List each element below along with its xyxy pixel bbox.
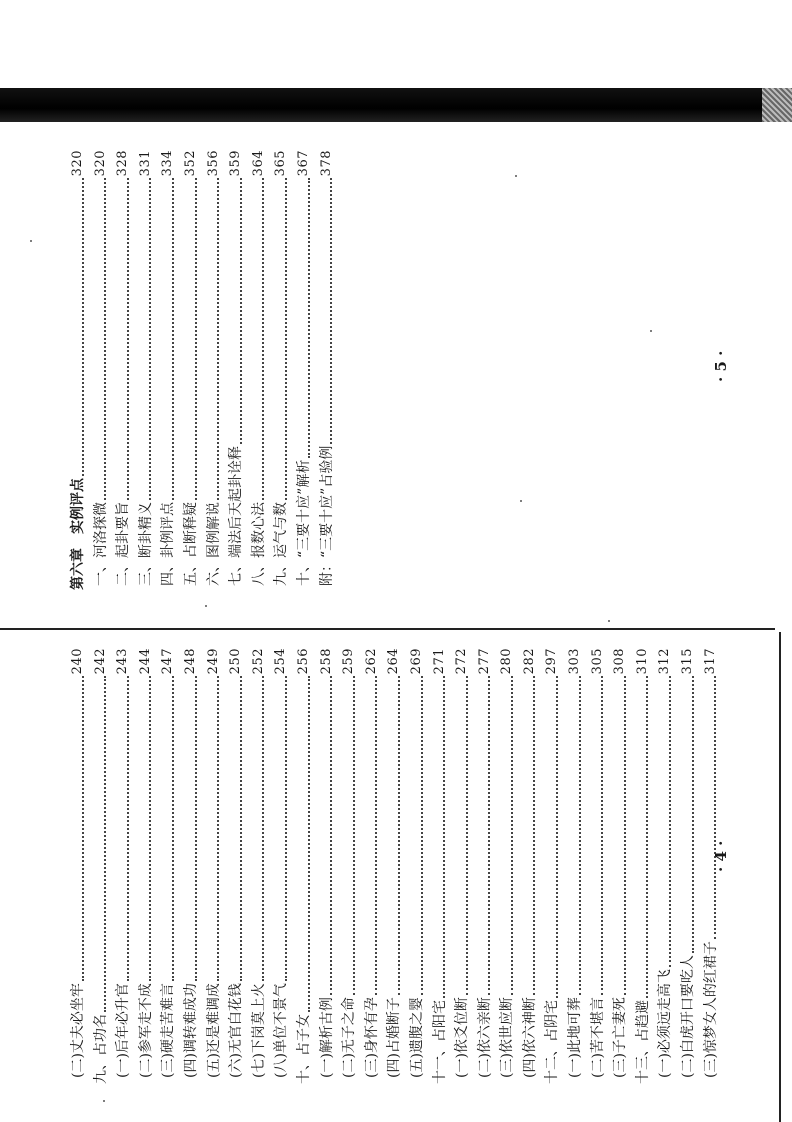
toc-entry-page: 305 [589, 648, 605, 675]
toc-entry [451, 648, 474, 1088]
toc-entry [270, 648, 293, 1088]
toc-leader-dots [421, 676, 423, 995]
toc-leader-dots [104, 676, 106, 1012]
toc-entry [248, 648, 271, 1088]
toc-leader-dots [149, 676, 151, 981]
toc-entry-title: (五)遗腹之婴 [408, 997, 425, 1078]
toc-entry [316, 648, 339, 1088]
toc-entry-page: 259 [341, 648, 357, 675]
toc-entry [203, 150, 226, 590]
toc-entry-title: 十二、占阴宅 [544, 1000, 561, 1084]
toc-leader-dots [330, 676, 332, 995]
toc-entry-title: (六)无官白花钱 [228, 983, 245, 1078]
toc-entry-page: 367 [295, 150, 311, 177]
toc-entry [270, 150, 293, 590]
toc-leader-dots [217, 676, 219, 981]
toc-entry [157, 150, 180, 590]
scan-speck [650, 330, 652, 332]
toc-entry-page: 320 [92, 150, 108, 177]
toc-entry [112, 150, 135, 590]
toc-leader-dots [195, 676, 197, 981]
toc-entry-title: 九、运气与数 [273, 502, 290, 586]
toc-entry-title: 三、断卦精义 [137, 502, 154, 586]
toc-entry [338, 648, 361, 1088]
toc-leader-dots [533, 676, 535, 995]
toc-entry [180, 150, 203, 590]
toc-entry-page: 242 [92, 648, 108, 675]
toc-leader-dots [579, 676, 581, 995]
toc-leader-dots [398, 676, 400, 995]
toc-entry-title: 六、图例解说 [205, 502, 222, 586]
toc-entry-page: 256 [295, 648, 311, 675]
toc-left-page [67, 648, 727, 1088]
toc-entry-page: 244 [137, 648, 153, 675]
toc-entry [180, 648, 203, 1088]
toc-entry [225, 648, 248, 1088]
toc-right-page [67, 150, 367, 590]
toc-entry-page: 303 [567, 648, 583, 675]
toc-leader-dots [195, 178, 197, 500]
toc-entry-title: (七)下岗莫上火 [250, 983, 267, 1078]
toc-entry [519, 648, 542, 1088]
toc-leader-dots [262, 676, 264, 981]
toc-entry [135, 648, 158, 1088]
page-divider-vertical [779, 632, 781, 1122]
toc-entry-title: 附：“三要十应”占验例 [318, 445, 335, 586]
toc-entry-title: (三)硬走苦难言 [160, 983, 177, 1078]
toc-entry-title: (八)单位不景气 [273, 983, 290, 1078]
scan-speck [520, 500, 522, 502]
toc-leader-dots [466, 676, 468, 995]
toc-entry-page: 254 [273, 648, 289, 675]
toc-leader-dots [240, 676, 242, 981]
toc-entry-page: 243 [115, 648, 131, 675]
toc-leader-dots [104, 178, 106, 500]
toc-entry-title: (四)依六神断 [521, 997, 538, 1078]
toc-entry-title: (三)惊梦女人的红裙子 [702, 941, 719, 1078]
toc-entry-title: 八、报数心法 [250, 502, 267, 586]
toc-entry-title: 五、占断释疑 [182, 502, 199, 586]
toc-entry [587, 648, 610, 1088]
toc-entry-title: (二)无子之命 [341, 997, 358, 1078]
toc-entry [90, 150, 113, 590]
toc-entry-page: 328 [115, 150, 131, 177]
toc-leader-dots [646, 676, 648, 998]
toc-leader-dots [82, 178, 84, 476]
toc-entry-page: 262 [363, 648, 379, 675]
toc-entry [632, 648, 655, 1088]
toc-entry [67, 150, 90, 590]
toc-leader-dots [217, 178, 219, 500]
toc-leader-dots [285, 676, 287, 981]
toc-entry-title: (二)苦不堪言 [589, 997, 606, 1078]
toc-entry [541, 648, 564, 1088]
toc-entry [157, 648, 180, 1088]
toc-entry [383, 648, 406, 1088]
toc-entry-title: (二)依六亲断 [476, 997, 493, 1078]
toc-entry [496, 648, 519, 1088]
toc-entry-title: 十、“三要十应”解析 [295, 459, 312, 586]
toc-entry [225, 150, 248, 590]
toc-entry-page: 378 [318, 150, 334, 177]
toc-entry-title: (一)此地可葬 [567, 997, 584, 1078]
toc-left-list [67, 648, 722, 1088]
toc-entry [293, 150, 316, 590]
toc-entry-page: 308 [612, 648, 628, 675]
toc-entry-title: 十一、占阳宅 [431, 1000, 448, 1084]
toc-entry-page: 280 [499, 648, 515, 675]
toc-entry-page: 315 [680, 648, 696, 675]
toc-entry-title: 四、卦例评点 [160, 502, 177, 586]
toc-leader-dots [669, 676, 671, 967]
toc-entry-page: 277 [476, 648, 492, 675]
toc-entry [677, 648, 700, 1088]
toc-leader-dots [172, 676, 174, 981]
toc-leader-dots [240, 178, 242, 444]
toc-entry-page: 252 [250, 648, 266, 675]
toc-entry [135, 150, 158, 590]
toc-entry [406, 648, 429, 1088]
toc-entry-title: 第六章 实例评点 [70, 478, 86, 590]
toc-entry-title: (四)调转难成功 [182, 983, 199, 1078]
scan-speck [103, 1100, 105, 1102]
toc-entry-title: 十三、占趋避 [634, 1000, 651, 1084]
toc-leader-dots [692, 676, 694, 953]
toc-entry [429, 648, 452, 1088]
toc-leader-dots [82, 676, 84, 981]
page-divider-horizontal [0, 628, 775, 630]
toc-leader-dots [127, 178, 129, 500]
toc-right-list [67, 150, 338, 590]
toc-leader-dots [149, 178, 151, 500]
toc-entry-title: (三)子亡妻死 [612, 997, 629, 1078]
toc-entry [564, 648, 587, 1088]
toc-leader-dots [556, 676, 558, 998]
toc-entry [67, 648, 90, 1088]
toc-leader-dots [308, 178, 310, 457]
toc-entry-title: (一)必须远走高飞 [657, 969, 674, 1078]
toc-entry [609, 648, 632, 1088]
toc-entry [112, 648, 135, 1088]
toc-entry-page: 320 [70, 150, 85, 177]
toc-entry [248, 150, 271, 590]
scan-speck [205, 605, 207, 607]
toc-leader-dots [330, 178, 332, 443]
toc-entry [361, 648, 384, 1088]
scan-speck [30, 240, 32, 242]
toc-entry-title: (一)后年必升官 [115, 983, 132, 1078]
toc-entry-page: 264 [386, 648, 402, 675]
toc-leader-dots [172, 178, 174, 500]
toc-entry-page: 272 [454, 648, 470, 675]
toc-entry [474, 648, 497, 1088]
toc-entry-title: (二)白虎开口要吃人 [680, 955, 697, 1078]
toc-entry-title: 七、端法后天起卦诠释 [228, 446, 245, 586]
toc-leader-dots [601, 676, 603, 995]
toc-entry-title: 十、占子女 [295, 1014, 312, 1084]
toc-leader-dots [511, 676, 513, 995]
toc-leader-dots [285, 178, 287, 500]
toc-entry-title: 二、起卦要旨 [115, 502, 132, 586]
toc-entry-title: (二)丈夫必坐牢 [70, 983, 86, 1078]
toc-leader-dots [353, 676, 355, 995]
toc-entry-page: 364 [250, 150, 266, 177]
toc-entry-title: (二)参军走不成 [137, 983, 154, 1078]
toc-entry-title: (一)解析古例 [318, 997, 335, 1078]
toc-entry-title: (五)还是难调成 [205, 983, 222, 1078]
toc-entry [203, 648, 226, 1088]
toc-entry-page: 359 [228, 150, 244, 177]
toc-entry-title: (四)占婚断子 [386, 997, 403, 1078]
toc-leader-dots [488, 676, 490, 995]
toc-entry [316, 150, 339, 590]
toc-entry-title: 九、占功名 [92, 1014, 109, 1084]
toc-leader-dots [443, 676, 445, 998]
toc-entry-page: 312 [657, 648, 673, 675]
toc-leader-dots [127, 676, 129, 981]
toc-entry-page: 250 [228, 648, 244, 675]
toc-entry-page: 271 [431, 648, 447, 675]
page-number-left: · 4 · [712, 840, 730, 872]
toc-entry-page: 331 [137, 150, 153, 177]
toc-leader-dots [308, 676, 310, 1012]
toc-leader-dots [624, 676, 626, 995]
toc-leader-dots [262, 178, 264, 500]
toc-entry-page: 248 [182, 648, 198, 675]
scan-speck [608, 620, 610, 622]
toc-entry-page: 282 [521, 648, 537, 675]
toc-entry-title: (三)依世应断 [499, 997, 516, 1078]
toc-leader-dots [375, 676, 377, 995]
toc-entry-title: (一)依爻位断 [454, 997, 471, 1078]
toc-entry-page: 269 [408, 648, 424, 675]
toc-entry-page: 247 [160, 648, 176, 675]
toc-entry-title: (三)身怀有孕 [363, 997, 380, 1078]
page-number-right: · 5 · [712, 350, 730, 382]
toc-entry-title: 一、河洛探微 [92, 502, 109, 586]
toc-leader-dots [714, 676, 716, 939]
toc-entry-page: 310 [634, 648, 650, 675]
toc-entry-page: 365 [273, 150, 289, 177]
toc-entry-page: 317 [702, 648, 718, 675]
toc-entry-page: 334 [160, 150, 176, 177]
toc-entry-page: 249 [205, 648, 221, 675]
toc-entry-page: 352 [182, 150, 198, 177]
scan-speck [515, 175, 517, 177]
toc-entry-page: 297 [544, 648, 560, 675]
toc-entry-page: 240 [70, 648, 85, 675]
toc-entry-page: 258 [318, 648, 334, 675]
toc-entry [654, 648, 677, 1088]
toc-entry [293, 648, 316, 1088]
toc-entry-page: 356 [205, 150, 221, 177]
scan-edge-bar [0, 88, 792, 122]
toc-entry [90, 648, 113, 1088]
